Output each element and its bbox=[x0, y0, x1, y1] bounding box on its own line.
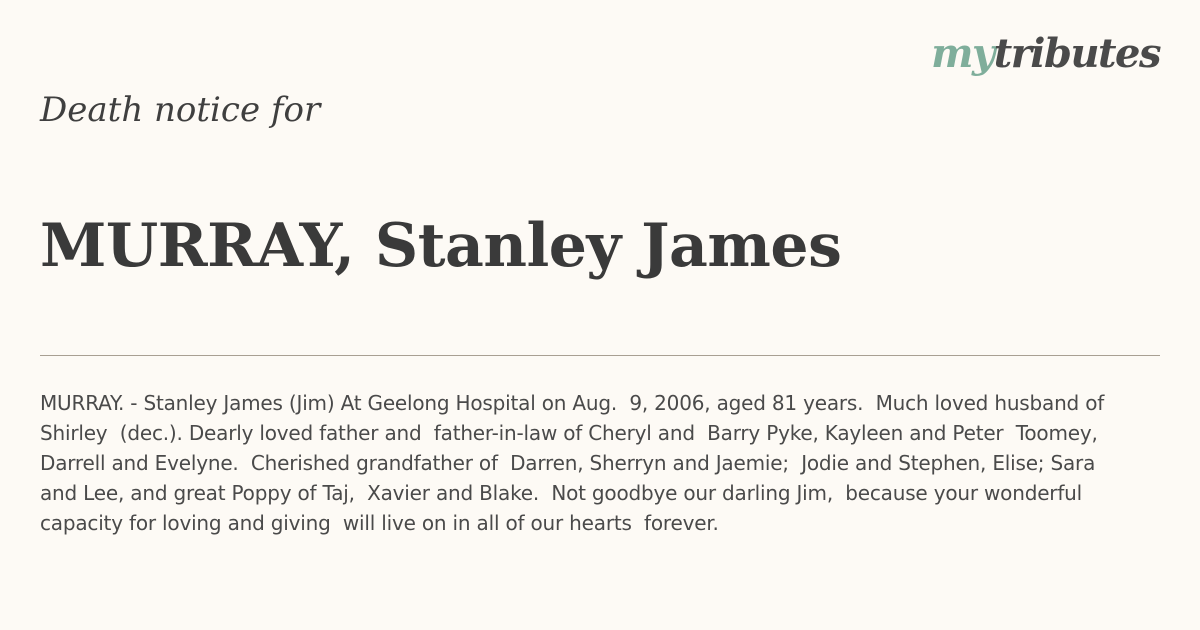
deceased-name: MURRAY, Stanley James bbox=[40, 211, 842, 281]
mytributes-logo[interactable] bbox=[931, 30, 1160, 77]
divider bbox=[40, 355, 1160, 356]
logo-tributes-text: tributes bbox=[993, 30, 1160, 77]
notice-eyebrow: Death notice for bbox=[40, 90, 321, 130]
notice-body: MURRAY. - Stanley James (Jim) At Geelong Hospital on Aug. 9, 2006, aged 81 years. Much loved husband of Shirley (dec.). Dearly loved father and father-in-law of Cheryl and Barry Pyke, Kayleen and Peter Toomey, Darrell and Evelyne. Cherished grandfather of Darren, Sherryn and Jaemie; Jodie and Stephen, Elise; Sara and Lee, and great Poppy of Taj, Xavier and Blake. Not goodbye our darling Jim, because your wonderful capacity for loving and giving will live on in all of our hearts forever. bbox=[40, 391, 1111, 535]
logo-my-text: my bbox=[931, 30, 994, 77]
